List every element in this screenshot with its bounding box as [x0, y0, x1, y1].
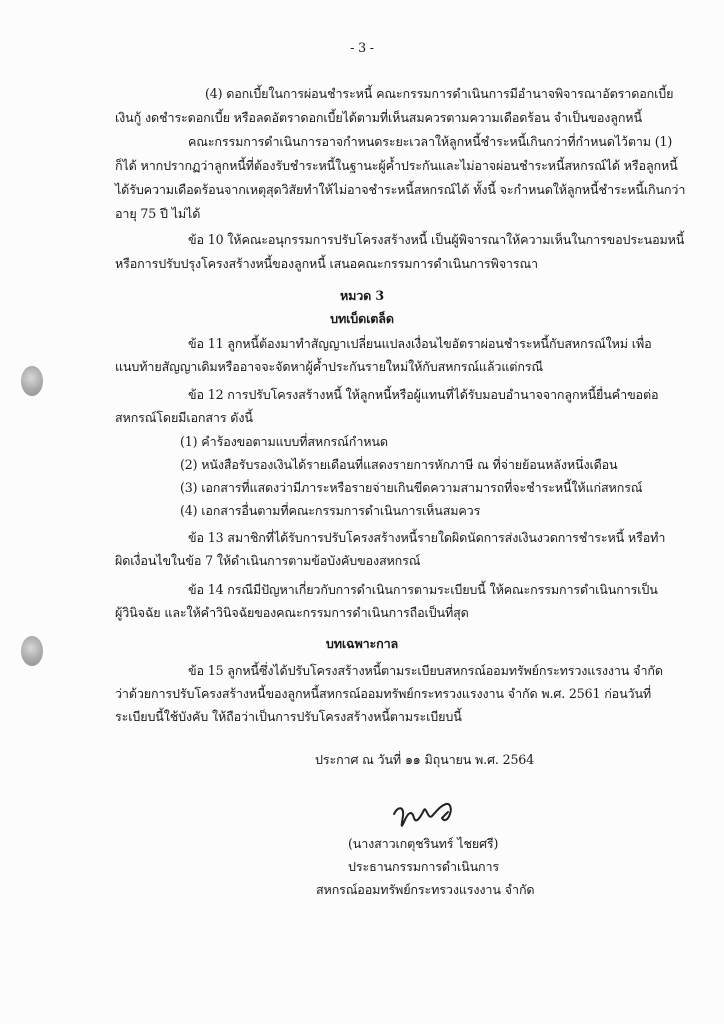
transitional-title: บทเฉพาะกาล [325, 636, 399, 651]
clause12-item2: (2) หนังสือรับรองเงินได้รายเดือนที่แสดงรายการหักภาษี ณ ที่จ่ายย้อนหลังหนึ่งเดือน [180, 457, 618, 472]
para4-line4: ก็ได้ หากปรากฏว่าลูกหนี้ที่ต้องรับชำระหนี้ในฐานะผู้ค้ำประกันและไม่อาจผ่อนชำระหนี้สหกรณ์ได้ หรือลูกหนี้ [115, 158, 678, 173]
para4-line3: คณะกรรมการดำเนินการอาจกำหนดระยะเวลาให้ลูกหนี้ชำระหนี้เกินกว่าที่กำหนดไว้ตาม (1) [188, 134, 673, 149]
clause13-line1: ข้อ 13 สมาชิกที่ได้รับการปรับโครงสร้างหนี้รายใดผิดนัดการส่งเงินงวดการชำระหนี้ หรือทำ [188, 530, 666, 545]
clause11-line1: ข้อ 11 ลูกหนี้ต้องมาทำสัญญาเปลี่ยนแปลงเงื่อนไขอัตราผ่อนชำระหนี้กับสหกรณ์ใหม่ เพื่อ [188, 336, 652, 351]
punch-hole-bottom [21, 636, 43, 666]
clause15-line1: ข้อ 15 ลูกหนี้ซึ่งได้ปรับโครงสร้างหนี้ตามระเบียบสหกรณ์ออมทรัพย์กระทรวงแรงงาน จำกัด [188, 663, 663, 678]
clause12-line1: ข้อ 12 การปรับโครงสร้างหนี้ ให้ลูกหนี้หรือผู้แทนที่ได้รับมอบอำนาจจากลูกหนี้ยื่นคำขอต่อ [188, 387, 659, 402]
para4-line6: อายุ 75 ปี ไม่ได้ [115, 206, 201, 221]
clause12-item3: (3) เอกสารที่แสดงว่ามีภาระหรือรายจ่ายเกินขีดความสามารถที่จะชำระหนี้ให้แก่สหกรณ์ [180, 480, 643, 495]
clause13-line2: ผิดเงื่อนไขในข้อ 7 ให้ดำเนินการตามข้อบังคับของสหกรณ์ [115, 553, 421, 568]
clause10-line1: ข้อ 10 ให้คณะอนุกรรมการปรับโครงสร้างหนี้ เป็นผู้พิจารณาให้ความเห็นในการขอประนอมหนี้ [188, 232, 685, 247]
page-number: - 3 - [350, 40, 374, 55]
clause12-item4: (4) เอกสารอื่นตามที่คณะกรรมการดำเนินการเห็นสมควร [180, 503, 481, 518]
clause15-line3: ระเบียบนี้ใช้บังคับ ให้ถือว่าเป็นการปรับโครงสร้างหนี้ตามระเบียบนี้ [115, 709, 462, 724]
para4-line2: เงินกู้ งดชำระดอกเบี้ย หรือลดอัตราดอกเบี้ยได้ตามที่เห็นสมควรตามความเดือดร้อน จำเป็นของลูกหนี้ [115, 110, 642, 125]
section3-title: บทเบ็ดเตล็ด [330, 311, 394, 326]
signer-organization: สหกรณ์ออมทรัพย์กระทรวงแรงงาน จำกัด [316, 882, 535, 897]
clause12-item1: (1) คำร้องขอตามแบบที่สหกรณ์กำหนด [180, 434, 388, 449]
clause12-line2: สหกรณ์โดยมีเอกสาร ดังนี้ [115, 410, 253, 425]
signature [390, 800, 460, 834]
clause14-line2: ผู้วินิจฉัย และให้คำวินิจฉัยของคณะกรรมการดำเนินการถือเป็นที่สุด [115, 605, 469, 620]
para4-line1: (4) ดอกเบี้ยในการผ่อนชำระหนี้ คณะกรรมการดำเนินการมีอำนาจพิจารณาอัตราดอกเบี้ย [205, 86, 674, 101]
clause14-line1: ข้อ 14 กรณีมีปัญหาเกี่ยวกับการดำเนินการตามระเบียบนี้ ให้คณะกรรมการดำเนินการเป็น [188, 582, 658, 597]
announcement-date: ประกาศ ณ วันที่ ๑๑ มิถุนายน พ.ศ. 2564 [315, 752, 535, 767]
clause11-line2: แนบท้ายสัญญาเดิมหรืออาจจะจัดหาผู้ค้ำประกันรายใหม่ให้กับสหกรณ์แล้วแต่กรณี [115, 359, 543, 374]
clause15-line2: ว่าด้วยการปรับโครงสร้างหนี้ของลูกหนี้สหกรณ์ออมทรัพย์กระทรวงแรงงาน จำกัด พ.ศ. 2561 ก่อนวันที่ [115, 686, 652, 701]
punch-hole-top [21, 366, 43, 396]
signer-name: (นางสาวเกตุชรินทร์ ไชยศรี) [348, 836, 499, 851]
section3-heading: หมวด 3 [339, 288, 385, 303]
signer-position: ประธานกรรมการดำเนินการ [348, 859, 500, 874]
clause10-line2: หรือการปรับปรุงโครงสร้างหนี้ของลูกหนี้ เสนอคณะกรรมการดำเนินการพิจารณา [115, 256, 538, 271]
para4-line5: ได้รับความเดือดร้อนจากเหตุสุดวิสัยทำให้ไม่อาจชำระหนี้สหกรณ์ได้ ทั้งนี้ จะกำหนดให้ลูกหนี้ชำระหนี้เกินกว่า [115, 182, 686, 197]
